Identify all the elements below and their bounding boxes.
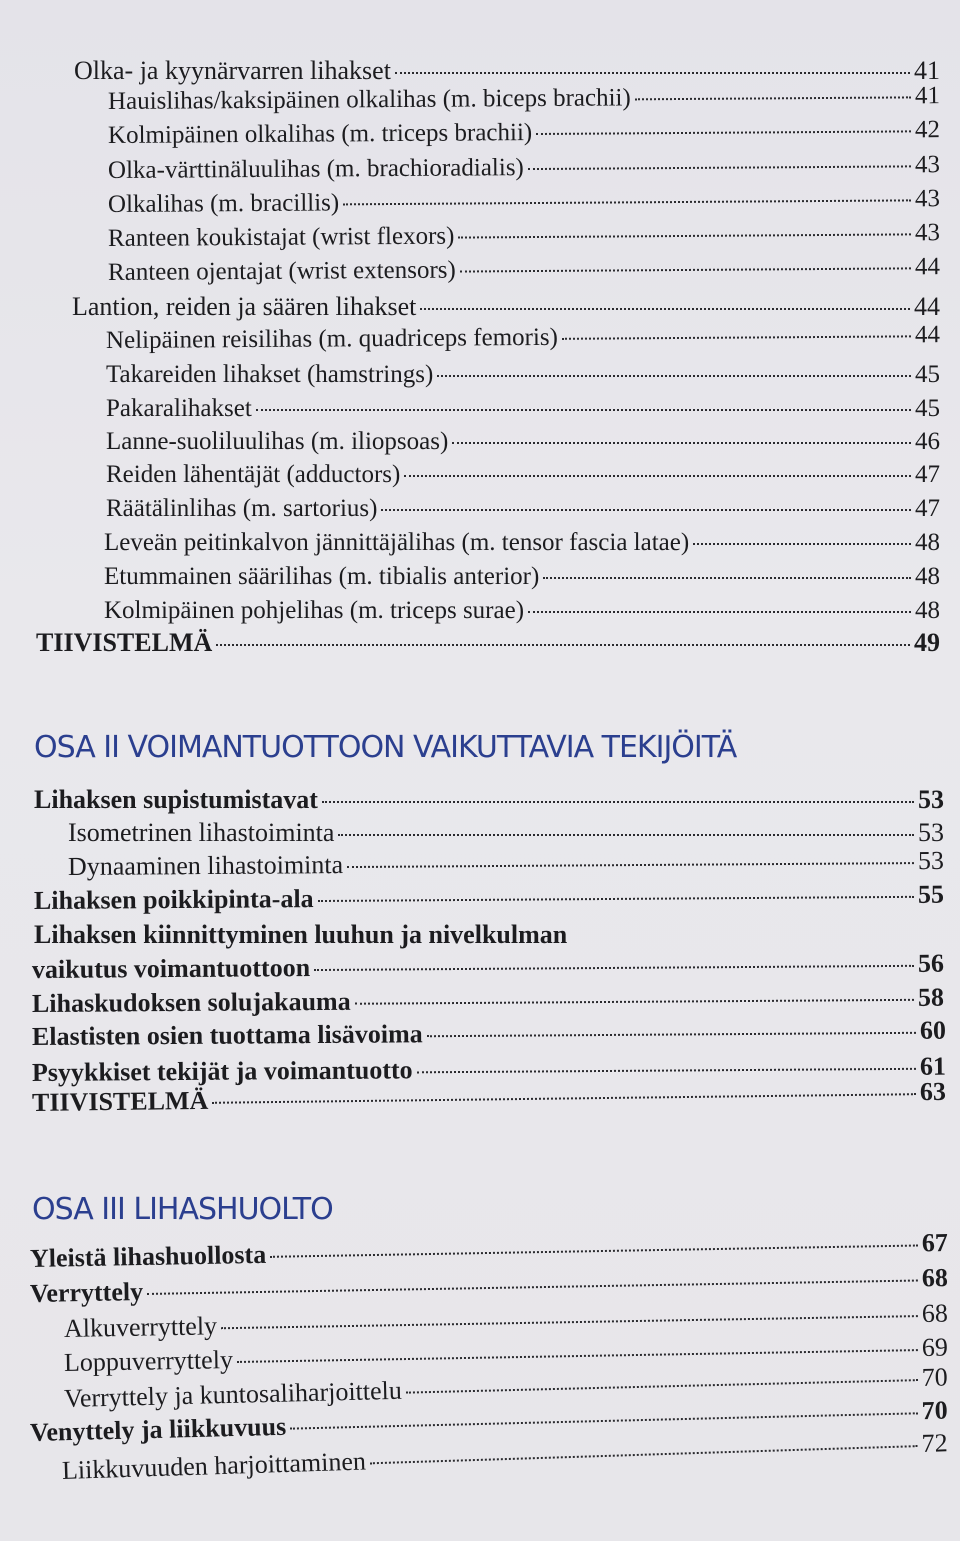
dot-leader — [381, 509, 911, 511]
toc-entry-title: Olka-värttinäluulihas (m. brachioradialis) — [107, 154, 524, 184]
toc-entry-page: 68 — [921, 1262, 949, 1293]
toc-entry-page: 61 — [919, 1051, 947, 1081]
toc-entry-page: 48 — [915, 529, 940, 556]
dot-leader — [355, 999, 914, 1005]
toc-entry-page: 43 — [914, 151, 941, 179]
toc-entry-title: Räätälinlihas (m. sartorius) — [106, 495, 378, 522]
dot-leader — [406, 1379, 918, 1394]
toc-entry — [68, 846, 944, 882]
dot-leader — [437, 375, 911, 377]
toc-entry — [106, 495, 940, 523]
toc-entry-page: 45 — [915, 395, 940, 422]
dot-leader — [270, 1245, 918, 1258]
toc-entry-page: 58 — [917, 982, 945, 1012]
dot-leader — [417, 1068, 916, 1073]
dot-leader — [420, 308, 910, 310]
toc-entry-title: Olka- ja kyynärvarren lihakset — [74, 56, 391, 85]
dot-leader — [370, 1445, 918, 1464]
toc-entry-page: 72 — [921, 1428, 949, 1458]
dot-leader — [343, 199, 911, 205]
toc-entry-title: Elastisten osien tuottama lisävoima — [31, 1019, 423, 1051]
toc-entry — [108, 219, 940, 253]
dot-leader — [318, 896, 914, 902]
dot-leader — [528, 611, 911, 613]
dot-leader — [562, 335, 911, 339]
dot-leader — [635, 96, 911, 100]
toc-entry-title: Dynaaminen lihastoiminta — [67, 850, 344, 881]
toc-entry-title: Lihaksen poikkipinta-ala — [33, 884, 314, 915]
toc-entry-title: TIIVISTELMÄ — [36, 628, 213, 657]
toc-entry-page: 60 — [919, 1015, 947, 1045]
toc-entry-title: Loppuverryttely — [63, 1345, 234, 1377]
toc-entry-title: Alkuverryttely — [63, 1311, 218, 1343]
toc-entry-page: 70 — [921, 1362, 949, 1393]
toc-entry — [108, 116, 940, 150]
dot-leader — [693, 543, 911, 545]
toc-entry-title: Lihaskudoksen solujakauma — [31, 986, 351, 1018]
dot-leader — [347, 862, 914, 868]
toc-entry-title: Lantion, reiden ja säären lihakset — [72, 292, 417, 321]
toc-entry-page: 53 — [917, 845, 945, 876]
toc-entry-page: 41 — [914, 82, 941, 110]
toc-entry-page: 47 — [915, 495, 940, 522]
toc-entry — [106, 395, 940, 423]
toc-entry — [104, 529, 940, 557]
dot-leader — [256, 409, 911, 411]
section-heading-part-2: OSA II VOIMANTUOTTOON VAIKUTTAVIA TEKIJÖITÄ — [34, 730, 737, 765]
dot-leader — [395, 72, 910, 74]
toc-entry-title: Pakaralihakset — [106, 395, 252, 422]
toc-entry-page: 53 — [918, 785, 944, 814]
toc-entry — [104, 563, 940, 591]
toc-entry-page: 46 — [915, 428, 940, 455]
toc-entry-title: Leveän peitinkalvon jännittäjälihas (m. tensor fascia latae) — [104, 529, 690, 556]
toc-entry — [32, 983, 944, 1019]
toc-entry-page: 48 — [915, 563, 940, 590]
toc-entry-title: Yleistä lihashuollosta — [29, 1239, 267, 1273]
toc-entry-title: Olkalihas (m. bracillis) — [107, 189, 340, 218]
dot-leader — [404, 475, 911, 477]
toc-entry-title: Venyttely ja liikkuvuus — [29, 1411, 287, 1447]
toc-entry-title: Reiden lähentäjät (adductors) — [106, 461, 401, 488]
toc-entry — [106, 428, 940, 456]
toc-entry — [68, 818, 944, 848]
toc-entry — [34, 785, 944, 815]
toc-entry-page: 43 — [914, 185, 941, 213]
toc-entry-title: Lanne-suoliluulihas (m. iliopsoas) — [106, 428, 449, 455]
toc-entry-title: Etummainen säärilihas (m. tibialis anterior) — [104, 563, 540, 590]
toc-entry-page: 69 — [921, 1332, 949, 1363]
toc-entry-title: Lihaksen supistumistavat — [34, 785, 318, 814]
toc-entry-page: 53 — [918, 818, 944, 847]
dot-leader — [460, 267, 911, 272]
dot-leader — [290, 1412, 918, 1429]
toc-entry-page: 45 — [915, 361, 940, 388]
dot-leader — [147, 1280, 918, 1295]
toc-entry-page: 47 — [915, 461, 940, 488]
dot-leader — [314, 965, 914, 971]
toc-entry-page: 43 — [914, 219, 941, 247]
toc-entry-page: 49 — [914, 628, 940, 657]
dot-leader — [221, 1315, 918, 1329]
toc-entry — [108, 253, 940, 287]
toc-entry — [108, 151, 940, 185]
toc-entry-title: vaikutus voimantuottoon — [31, 953, 311, 984]
toc-entry-title: Kolmipäinen pohjelihas (m. triceps surae) — [104, 597, 525, 624]
toc-entry-page: 44 — [914, 292, 940, 321]
toc-entry — [106, 361, 940, 389]
toc-entry-page: 42 — [914, 116, 941, 144]
toc-entry — [108, 82, 940, 116]
dot-leader — [237, 1349, 918, 1363]
dot-leader — [216, 644, 910, 646]
toc-entry — [32, 1016, 946, 1052]
toc-entry-page: 68 — [921, 1298, 949, 1329]
toc-entry — [106, 461, 940, 489]
toc-entry-title-line1: Lihaksen kiinnittyminen luuhun ja nivelkulman — [34, 920, 568, 949]
dot-leader — [458, 233, 911, 238]
toc-entry — [74, 56, 940, 86]
toc-entry-title: Nelipäinen reisilihas (m. quadriceps femoris) — [105, 323, 559, 354]
toc-entry-title: Ranteen koukistajat (wrist flexors) — [107, 222, 455, 252]
dot-leader — [212, 1093, 916, 1104]
toc-entry — [34, 880, 944, 916]
toc-entry — [104, 597, 940, 625]
toc-entry-page: 70 — [921, 1395, 949, 1426]
toc-entry-title: Psyykkiset tekijät ja voimantuotto — [31, 1055, 413, 1087]
toc-entry-title: Liikkuvuuden harjoittaminen — [61, 1446, 367, 1485]
toc-entry-title: Verryttely — [29, 1277, 144, 1308]
toc-entry — [36, 628, 940, 658]
toc-entry — [32, 949, 944, 985]
toc-entry-title: Verryttely ja kuntosaliharjoittelu — [63, 1375, 403, 1413]
dot-leader — [427, 1032, 916, 1037]
toc-entry-page: 63 — [919, 1076, 947, 1107]
toc-entry-page: 48 — [915, 597, 940, 624]
toc-entry-page: 44 — [914, 321, 941, 349]
dot-leader — [322, 801, 914, 803]
section-heading-part-3: OSA III LIHASHUOLTO — [32, 1192, 333, 1227]
toc-entry-title: TIIVISTELMÄ — [31, 1085, 209, 1117]
dot-leader — [528, 165, 911, 170]
toc-entry-page: 44 — [914, 253, 941, 281]
dot-leader — [536, 130, 911, 135]
toc-entry-page: 41 — [914, 56, 940, 85]
toc-entry — [108, 185, 940, 219]
toc-entry — [72, 292, 940, 322]
dot-leader — [452, 442, 911, 444]
toc-entry — [106, 321, 940, 355]
toc-entry-page: 56 — [917, 948, 945, 978]
dot-leader — [338, 834, 914, 836]
toc-entry-title: Hauislihas/kaksipäinen olkalihas (m. biceps brachii) — [107, 84, 631, 115]
toc-entry-title: Ranteen ojentajat (wrist extensors) — [107, 256, 456, 286]
toc-entry-title: Kolmipäinen olkalihas (m. triceps brachii) — [107, 119, 533, 149]
toc-entry-page: 67 — [921, 1227, 949, 1258]
toc-entry-page: 55 — [917, 879, 945, 909]
toc-entry-title: Takareiden lihakset (hamstrings) — [106, 361, 434, 388]
dot-leader — [543, 577, 911, 579]
toc-entry-title: Isometrinen lihastoiminta — [68, 818, 335, 847]
